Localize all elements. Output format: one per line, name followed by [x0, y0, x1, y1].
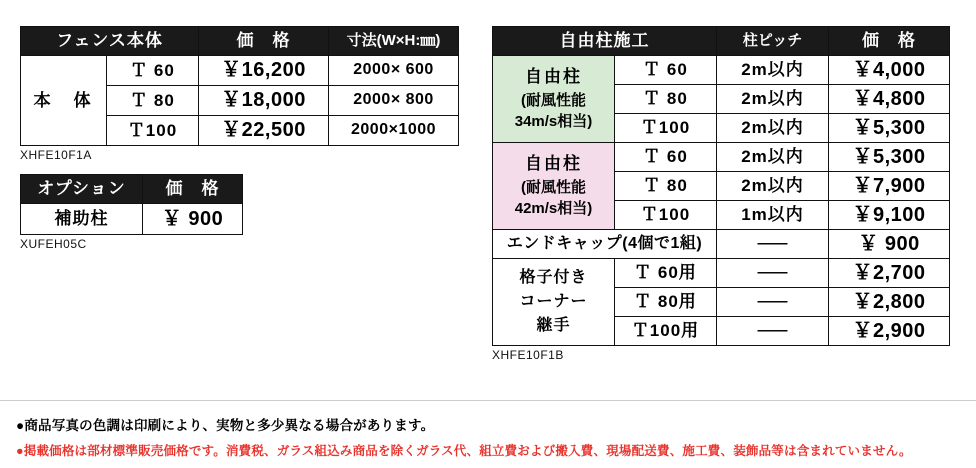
group-label-line1: 自由柱	[525, 66, 582, 86]
cell-price: ￥5,300	[829, 114, 950, 143]
cell-price: ￥18,000	[199, 86, 329, 116]
header-price: 価 格	[199, 27, 329, 56]
cell-pitch: 2m以内	[717, 114, 829, 143]
free-post-price-table	[492, 26, 950, 346]
cell-dimension: 2000×1000	[329, 116, 459, 146]
cell-size: Ｔ100用	[615, 317, 717, 346]
cell-pitch: ――	[717, 259, 829, 288]
header-price: 価 格	[143, 175, 243, 204]
cell-pitch: 1m以内	[717, 201, 829, 230]
product-code-right: XHFE10F1B	[492, 348, 564, 362]
row-label-end-cap: エンドキャップ(4個で1組)	[493, 230, 717, 259]
group-label-line1: 自由柱	[525, 153, 582, 173]
option-price-table	[20, 174, 243, 235]
right-tables-block	[492, 26, 952, 362]
cell-size: Ｔ100	[107, 116, 199, 146]
cell-pitch: ――	[717, 230, 829, 259]
table-row	[493, 259, 950, 288]
cell-size: Ｔ100	[615, 114, 717, 143]
cell-pitch: 2m以内	[717, 172, 829, 201]
footer-notes	[16, 414, 962, 466]
cell-price: ￥2,900	[829, 317, 950, 346]
corner-label-line2: コーナー	[519, 293, 588, 310]
group-label-line3: 42m/s相当)	[514, 200, 593, 218]
table-header-row	[21, 175, 243, 204]
cell-size: Ｔ 80用	[615, 288, 717, 317]
footer-note-2: ●掲載価格は部材標準販売価格です。消費税、ガラス組込み商品を除くガラス代、組立費および搬入費、現場配送費、施工費、装飾品等は含まれていません。	[16, 444, 912, 458]
cell-price: ￥4,000	[829, 56, 950, 85]
corner-label-line1: 格子付き	[519, 269, 588, 286]
header-free-post-work: 自由柱施工	[493, 27, 717, 56]
cell-size: Ｔ 80	[107, 86, 199, 116]
cell-price: ￥16,200	[199, 56, 329, 86]
cell-price: ￥9,100	[829, 201, 950, 230]
cell-size: Ｔ 80	[615, 85, 717, 114]
table-row	[493, 143, 950, 172]
cell-size: Ｔ 60	[615, 143, 717, 172]
product-code-main: XHFE10F1A	[20, 148, 92, 162]
left-tables-block	[20, 26, 460, 251]
header-fence-body: フェンス本体	[21, 27, 199, 56]
cell-option-name: 補助柱	[21, 204, 143, 235]
fence-body-price-table	[20, 26, 459, 146]
table-header-row	[493, 27, 950, 56]
table-row	[21, 204, 243, 235]
header-dimension: 寸法(W×H:㎜)	[329, 27, 459, 56]
cell-price: ￥2,800	[829, 288, 950, 317]
cell-price: ￥ 900	[829, 230, 950, 259]
cell-pitch: 2m以内	[717, 85, 829, 114]
product-code-option: XUFEH05C	[20, 237, 87, 251]
cell-size: Ｔ 60	[107, 56, 199, 86]
row-label-body: 本 体	[21, 56, 107, 146]
cell-dimension: 2000× 600	[329, 56, 459, 86]
table-row	[493, 230, 950, 259]
cell-price: ￥2,700	[829, 259, 950, 288]
group-label-free-post-42	[493, 143, 615, 230]
footer-note-1: ●商品写真の色調は印刷により、実物と多少異なる場合があります。	[16, 418, 435, 433]
row-label-corner-joint	[493, 259, 615, 346]
cell-pitch: ――	[717, 288, 829, 317]
cell-pitch: 2m以内	[717, 143, 829, 172]
cell-size: Ｔ 80	[615, 172, 717, 201]
table-row	[21, 56, 459, 86]
table-row	[493, 56, 950, 85]
group-label-line2: (耐風性能	[521, 178, 586, 196]
cell-pitch: ――	[717, 317, 829, 346]
header-price: 価 格	[829, 27, 950, 56]
group-label-free-post-34	[493, 56, 615, 143]
cell-pitch: 2m以内	[717, 56, 829, 85]
cell-price: ￥5,300	[829, 143, 950, 172]
group-label-line2: (耐風性能	[521, 91, 586, 109]
cell-price: ￥4,800	[829, 85, 950, 114]
cell-size: Ｔ 60用	[615, 259, 717, 288]
cell-size: Ｔ 60	[615, 56, 717, 85]
table-header-row	[21, 27, 459, 56]
corner-label-line3: 継手	[536, 317, 571, 334]
cell-dimension: 2000× 800	[329, 86, 459, 116]
cell-price: ￥7,900	[829, 172, 950, 201]
footer-divider	[0, 400, 976, 401]
cell-price: ￥22,500	[199, 116, 329, 146]
cell-price: ￥ 900	[143, 204, 243, 235]
group-label-line3: 34m/s相当)	[514, 113, 593, 131]
cell-size: Ｔ100	[615, 201, 717, 230]
header-post-pitch: 柱ピッチ	[717, 27, 829, 56]
header-option: オプション	[21, 175, 143, 204]
